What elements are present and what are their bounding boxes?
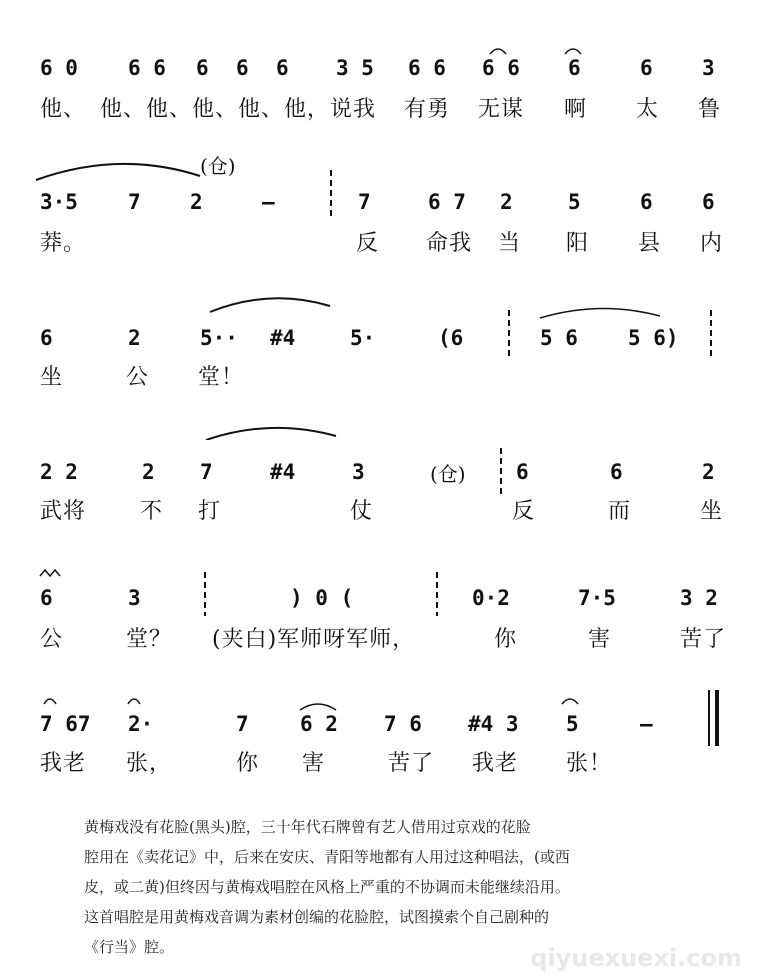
note: 6 [276,56,289,80]
fermata-marks [0,40,760,60]
note: 6 [640,190,653,214]
final-barline-thick [715,690,719,746]
note: 2 [500,190,513,214]
lyric: 反 [512,499,536,524]
note: #4 3 [468,712,519,736]
lyric: 你 [236,751,260,776]
lyric: 堂？ [126,627,173,652]
lyric: 仗 [350,499,374,524]
lyric: 张， [126,751,173,776]
barline [330,170,332,220]
lyric: 啊 [564,97,588,122]
note: 2· [128,712,154,736]
note: 7·5 [578,586,616,610]
note: (6 [438,326,464,350]
note: 6 [196,56,209,80]
paragraph-line: 《行当》腔。 [84,938,175,956]
lyric: 县 [638,231,662,256]
paragraph-line: 腔用在《卖花记》中，后来在安庆、青阳等地都有人用过这种唱法，(或西 [84,848,570,866]
note: 7 6 [384,712,422,736]
note: 3·5 [40,190,78,214]
score-system-3 [0,290,760,390]
note: — [640,712,653,736]
lyric: 公 [126,365,150,390]
lyric: 坐 [700,499,724,524]
lyric: 张！ [566,751,613,776]
note: 7 [200,460,213,484]
lyric: 堂！ [198,365,245,390]
lyric: 阳 [566,231,590,256]
paragraph-line: 这首唱腔是用黄梅戏音调为素材创编的花脸腔，试图摸索个自己剧种的 [84,908,550,926]
note: 5 6 [540,326,578,350]
note: 5 6) [628,326,679,350]
note: 6 6 [482,56,520,80]
note: 2 [190,190,203,214]
note: 5 [568,190,581,214]
lyric: 命我 [426,231,473,256]
slur [0,290,760,320]
note: 6 [516,460,529,484]
barline [508,310,510,360]
note: 3 5 [336,56,374,80]
lyric: 说我 [330,97,377,122]
note: 2 [142,460,155,484]
lyric: 我老 [472,751,519,776]
note: 6 2 [300,712,338,736]
score-system-1 [0,40,760,140]
note: 3 [128,586,141,610]
note: 3 [702,56,715,80]
note: 6 [568,56,581,80]
note: 7 [236,712,249,736]
lyric: 有勇 [404,97,451,122]
note: 6 [40,326,53,350]
barline [710,310,712,360]
note: 6 6 [408,56,446,80]
barline [500,448,502,494]
score-system-6 [0,690,760,790]
note: 6 [40,586,53,610]
lyric: 莽。 [40,231,87,256]
note: 5 [566,712,579,736]
paragraph-line: 黄梅戏没有花脸(黑头)腔，三十年代石牌曾有艺人借用过京戏的花脸 [84,818,531,836]
note: 6 6 [128,56,166,80]
explanatory-paragraph [84,812,720,962]
trill-mark [0,566,760,586]
note: 6 0 [40,56,78,80]
note: — [262,190,275,214]
barline [436,572,438,616]
slur [0,400,760,440]
note: 3 [352,460,365,484]
lyric: 他、 [40,97,87,122]
lyric: 害 [302,751,326,776]
note: 6 [610,460,623,484]
lyric: 武将 [40,499,87,524]
score-system-2 [0,150,760,260]
note: #4 [270,460,296,484]
paragraph-line: 皮，或二黄)但终因与黄梅戏唱腔在风格上严重的不协调而未能继续沿用。 [84,878,570,896]
note: ) 0 ( [290,586,354,610]
note: 6 [236,56,249,80]
lyric: 无谋 [478,97,525,122]
note: 6 [640,56,653,80]
lyric: 不 [140,499,164,524]
note: 6 [702,190,715,214]
lyric: 太 [636,97,660,122]
percussion-cue: (仓) [430,462,466,486]
score-system-4 [0,400,760,524]
note: 2 2 [40,460,78,484]
slur [0,150,760,190]
score-system-5 [0,566,760,666]
lyric: 苦了 [388,751,435,776]
lyric: 而 [608,499,632,524]
lyric: 鲁 [698,97,722,122]
note: 0·2 [472,586,510,610]
note: 5· [350,326,376,350]
note: 5·· [200,326,238,350]
lyric: 反 [356,231,380,256]
final-barline-thin [708,690,710,746]
barline [204,572,206,616]
lyric: 内 [700,231,724,256]
note: 2 [702,460,715,484]
lyric: 你 [494,627,518,652]
lyric: 公 [40,627,64,652]
lyric: 当 [498,231,522,256]
note: 2 [128,326,141,350]
lyric: 打 [198,499,222,524]
note: 3 2 [680,586,718,610]
watermark: qiyuexuexi.com [530,944,742,972]
note: 6 7 [428,190,466,214]
note: 7 [128,190,141,214]
lyric: 坐 [40,365,64,390]
lyric: 苦了 [680,627,727,652]
note: 7 67 [40,712,91,736]
note: #4 [270,326,296,350]
lyric: 我老 [40,751,87,776]
lyric: 他、他、他、他、他， [100,97,331,122]
lyric: (夹白)军师呀军师， [212,627,416,652]
note: 7 [358,190,371,214]
percussion-cue: (仓) [200,154,236,178]
lyric: 害 [588,627,612,652]
